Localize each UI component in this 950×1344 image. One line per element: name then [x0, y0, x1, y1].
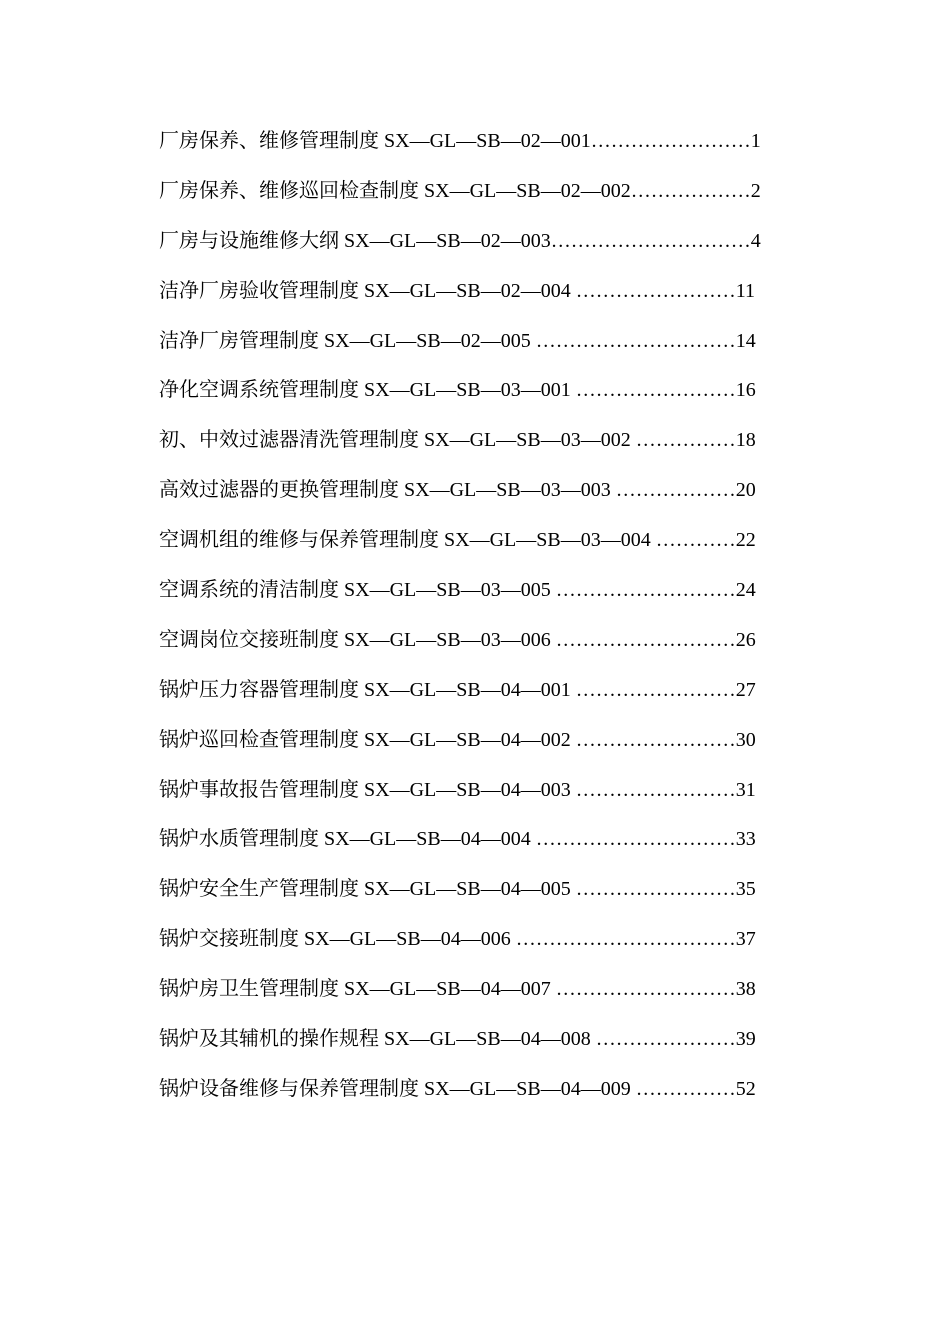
toc-entry-text: 厂房与设施维修大纲 SX—GL—SB—02—003…………………………4	[159, 229, 761, 252]
toc-entry-text: 锅炉压力容器管理制度 SX—GL—SB—04—001 ……………………27	[159, 678, 756, 701]
toc-entry	[159, 1014, 839, 1064]
toc-entry-text: 锅炉事故报告管理制度 SX—GL—SB—04—003 ……………………31	[159, 778, 756, 801]
toc-entry-text: 高效过滤器的更换管理制度 SX—GL—SB—03—003 ………………20	[159, 479, 756, 502]
toc-entry	[159, 565, 839, 615]
toc-entry-text: 净化空调系统管理制度 SX—GL—SB—03—001 ……………………16	[159, 379, 756, 402]
toc-entry-text: 厂房保养、维修管理制度 SX—GL—SB—02—001……………………1	[159, 129, 761, 152]
toc-entry-text: 空调岗位交接班制度 SX—GL—SB—03—006 ………………………26	[159, 628, 756, 651]
toc-entry	[159, 266, 839, 316]
toc-entry-text: 空调机组的维修与保养管理制度 SX—GL—SB—03—004 …………22	[159, 529, 756, 552]
toc-entry-text: 锅炉巡回检查管理制度 SX—GL—SB—04—002 ……………………30	[159, 728, 756, 751]
toc-entry	[159, 116, 839, 166]
toc-entry	[159, 465, 839, 515]
toc-entry	[159, 515, 839, 565]
toc-entry	[159, 914, 839, 964]
toc-entry	[159, 765, 839, 815]
toc-entry-text: 锅炉房卫生管理制度 SX—GL—SB—04—007 ………………………38	[159, 978, 756, 1001]
toc-entry-text: 锅炉水质管理制度 SX—GL—SB—04—004 …………………………33	[159, 828, 756, 851]
toc-entry-text: 厂房保养、维修巡回检查制度 SX—GL—SB—02—002………………2	[159, 179, 761, 202]
toc-entry	[159, 365, 839, 415]
toc-entry	[159, 964, 839, 1014]
toc-entry-text: 空调系统的清洁制度 SX—GL—SB—03—005 ………………………24	[159, 578, 756, 601]
toc-entry	[159, 615, 839, 665]
table-of-contents	[159, 116, 839, 1114]
toc-entry-text: 洁净厂房管理制度 SX—GL—SB—02—005 …………………………14	[159, 329, 756, 352]
toc-entry	[159, 415, 839, 465]
toc-entry-text: 锅炉交接班制度 SX—GL—SB—04—006 ……………………………37	[159, 928, 756, 951]
toc-entry-text: 初、中效过滤器清洗管理制度 SX—GL—SB—03—002 ……………18	[159, 429, 756, 452]
toc-entry	[159, 166, 839, 216]
toc-entry-text: 锅炉及其辅机的操作规程 SX—GL—SB—04—008 …………………39	[159, 1027, 756, 1050]
toc-entry	[159, 316, 839, 366]
toc-entry	[159, 814, 839, 864]
toc-entry	[159, 1064, 839, 1114]
toc-entry	[159, 665, 839, 715]
toc-entry-text: 锅炉设备维修与保养管理制度 SX—GL—SB—04—009 ……………52	[159, 1077, 756, 1100]
toc-entry-text: 锅炉安全生产管理制度 SX—GL—SB—04—005 ……………………35	[159, 878, 756, 901]
toc-entry	[159, 864, 839, 914]
toc-entry	[159, 216, 839, 266]
toc-entry-text: 洁净厂房验收管理制度 SX—GL—SB—02—004 ……………………11	[159, 279, 755, 302]
toc-entry	[159, 715, 839, 765]
